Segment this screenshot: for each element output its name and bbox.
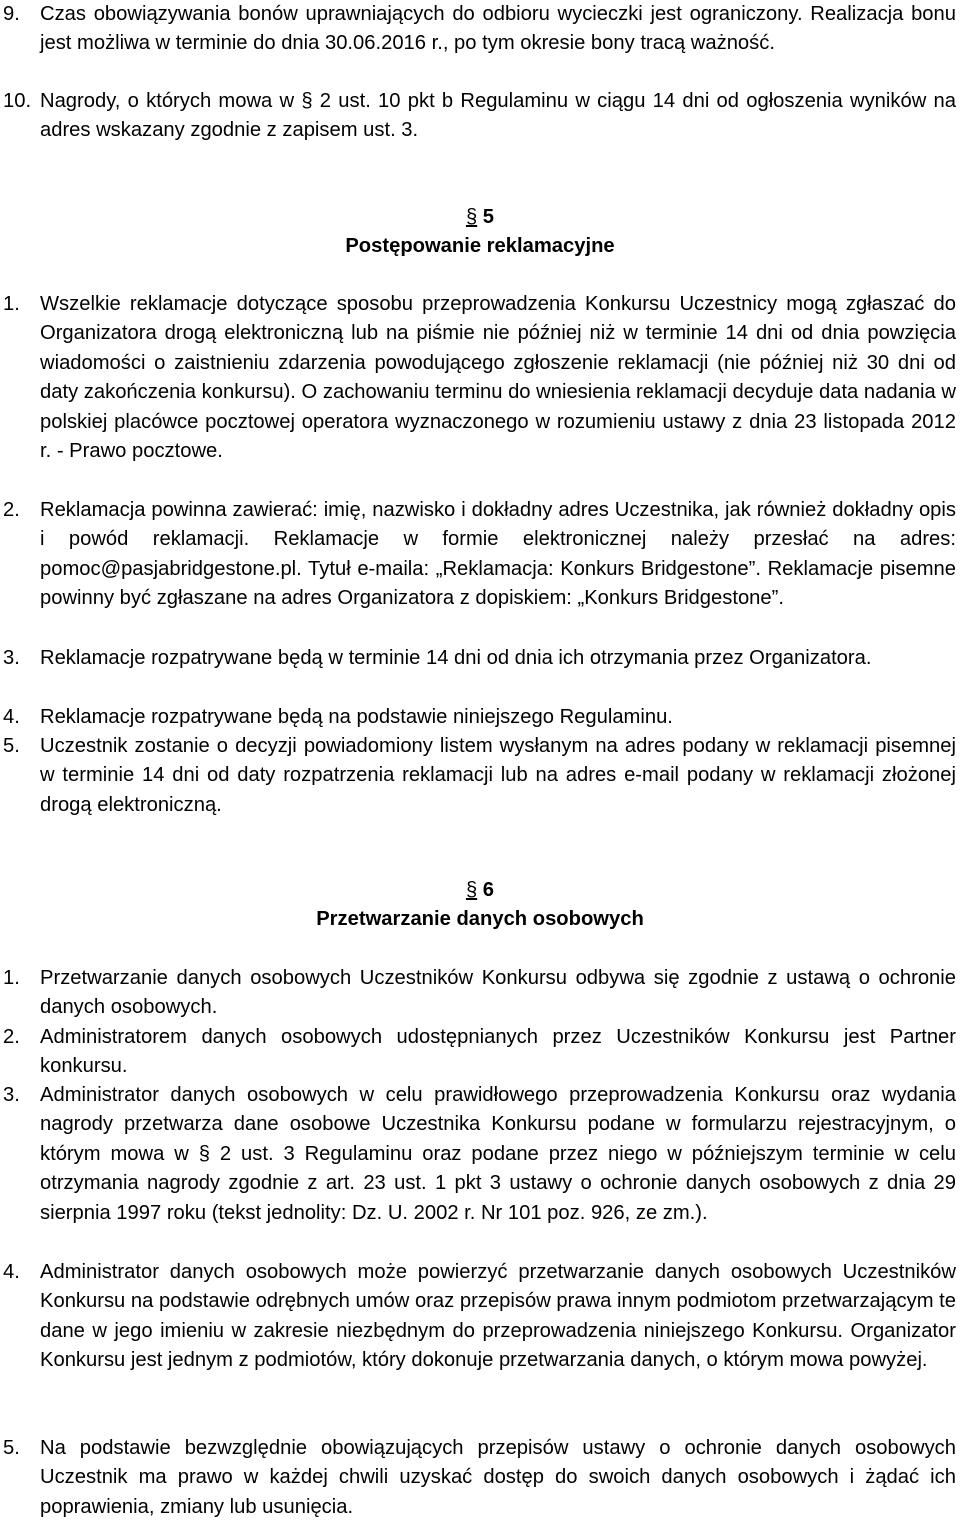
item-number: 5. <box>3 1437 20 1459</box>
item-text: Przetwarzanie danych osobowych Uczestników Konkursu odbywa się zgodnie z ustawą o ochronie danych osobowych. <box>40 967 956 1019</box>
paragraph-sign: § <box>465 879 478 901</box>
section-number: 5 <box>482 206 495 228</box>
section-title: Przetwarzanie danych osobowych <box>316 908 644 930</box>
item-number: 2. <box>3 499 20 521</box>
item-number: 1. <box>3 293 20 315</box>
item-text: Reklamacje rozpatrywane będą na podstawie niniejszego Regulaminu. <box>40 706 673 728</box>
item-number: 2. <box>3 1026 20 1048</box>
item-text: Na podstawie bezwzględnie obowiązujących przepisów ustawy o ochronie danych osobowych Uczestnik ma prawo w każdej chwili uzyskać dostęp do swoich danych osobowych i żądać ich poprawienia, zmiany lub usunięcia. <box>40 1437 956 1518</box>
item-text: Administrator danych osobowych w celu prawidłowego przeprowadzenia Konkursu oraz wydania nagrody przetwarza dane osobowe Uczestnika Konkursu podane w formularzu rejestracyjnym, o którym mowa w § 2 ust. 3 Regulaminu oraz podane przez niego w późniejszym terminie w celu otrzymania nagrody zgodnie z art. 23 ust. 1 pkt 3 ustawy o ochronie danych osobowych z dnia 29 sierpnia 1997 roku (tekst jednolity: Dz. U. 2002 r. Nr 101 poz. 926, ze zm.). <box>40 1084 956 1224</box>
item-number: 10. <box>3 90 32 112</box>
item-text: Wszelkie reklamacje dotyczące sposobu przeprowadzenia Konkursu Uczestnicy mogą zgłaszać do Organizatora drogą elektroniczną lub na piśmie nie później niż w terminie 14 dni od dnia powzięcia wiadomości o zaistnieniu zdarzenia powodującego zgłoszenie reklamacji (nie później niż 30 dni od daty zakończenia konkursu). O zachowaniu terminu do wniesienia reklamacji decyduje data nadania w polskiej placówce pocztowej operatora wyznaczonego w rozumieniu ustawy z dnia 23 listopada 2012 r. - Prawo pocztowe. <box>40 293 956 463</box>
item-text: Administratorem danych osobowych udostępnianych przez Uczestników Konkursu jest Partner konkursu. <box>40 1026 956 1078</box>
item-number: 3. <box>3 1084 20 1106</box>
item-number: 1. <box>3 967 20 989</box>
item-number: 5. <box>3 735 20 757</box>
item-text: Uczestnik zostanie o decyzji powiadomiony listem wysłanym na adres podany w reklamacji pisemnej w terminie 14 dni od daty rozpatrzenia reklamacji lub na adres e-mail podany w reklamacji złożonej drogą elektroniczną. <box>40 735 956 816</box>
item-number: 4. <box>3 706 20 728</box>
item-text: Nagrody, o których mowa w § 2 ust. 10 pkt b Regulaminu w ciągu 14 dni od ogłoszenia wyników na adres wskazany zgodnie z zapisem ust. 3. <box>40 90 956 142</box>
item-number: 4. <box>3 1261 20 1283</box>
section-heading <box>0 203 960 232</box>
item-text: Reklamacje rozpatrywane będą w terminie 14 dni od dnia ich otrzymania przez Organizatora. <box>40 647 872 669</box>
item-number: 3. <box>3 647 20 669</box>
paragraph-sign: § <box>465 206 478 228</box>
section-heading <box>0 876 960 905</box>
item-number: 9. <box>3 3 20 25</box>
item-text: Administrator danych osobowych może powierzyć przetwarzanie danych osobowych Uczestników Konkursu na podstawie odrębnych umów oraz przepisów prawa innym podmiotom przetwarzającym te dane w jego imieniu w zakresie niezbędnym do przeprowadzenia niniejszego Konkursu. Organizator Konkursu jest jednym z podmiotów, który dokonuje przetwarzania danych, o którym mowa powyżej. <box>40 1261 956 1372</box>
section-number: 6 <box>482 879 495 901</box>
section-title: Postępowanie reklamacyjne <box>345 235 615 257</box>
item-text: Reklamacja powinna zawierać: imię, nazwisko i dokładny adres Uczestnika, jak również dokładny opis i powód reklamacji. Reklamacje w formie elektronicznej należy przesłać na adres: pomoc@pasjabridgestone.pl. Tytuł e-maila: „Reklamacja: Konkurs Bridgestone”. Reklamacje pisemne powinny być zgłaszane na adres Organizatora z dopiskiem: „Konkurs Bridgestone”. <box>40 499 956 610</box>
item-text: Czas obowiązywania bonów uprawniających do odbioru wycieczki jest ograniczony. Realizacja bonu jest możliwa w terminie do dnia 30.06.2016 r., po tym okresie bony tracą ważność. <box>40 3 956 55</box>
